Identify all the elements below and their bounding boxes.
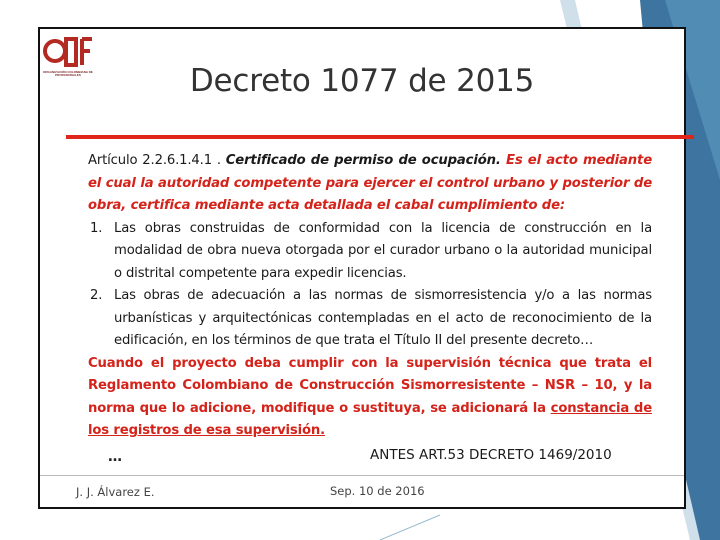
- list-item: [88, 218, 652, 286]
- footer-divider: [40, 475, 684, 476]
- closing-underlined-text: constancia de los registros de esa supervisión.: [88, 400, 652, 438]
- article-definition: Es el acto mediante el cual la autoridad competente para ejercer el control urbano y posterior de obra, certifica mediante acta detallada el cabal cumplimiento de:: [88, 153, 652, 213]
- slide-title: Decreto 1077 de 2015: [189, 63, 535, 99]
- ellipsis: …: [108, 449, 122, 465]
- list-item-text: Las obras de adecuación a las normas de sismorresistencia y/o a las normas urbanísticas y arquitectónicas contempladas en el acto de reconocimiento de la edificación, en los términos de que trata el Título II del presente decreto…: [114, 288, 652, 348]
- reference-note: ANTES ART.53 DECRETO 1469/2010: [370, 447, 612, 463]
- list-item-number: 2.: [90, 288, 103, 303]
- title-divider: [66, 135, 694, 139]
- list-item-number: 1.: [90, 220, 103, 236]
- article-number: Artículo 2.2.6.1.4.1 .: [88, 153, 226, 168]
- closing-text: Cuando el proyecto deba cumplir con la supervisión técnica que trata el Reglamento Colombiano de Construcción Sismorresistente – NSR – 10, y la norma que lo adicione, modifique o sustituya, se adicionará la: [88, 355, 652, 416]
- logo-subtitle: ORGANIZACIÓN COLOMBIANA DE PROFESIONALES: [43, 70, 93, 78]
- article-body: [88, 150, 652, 443]
- footer-author: J. J. Álvarez E.: [76, 485, 155, 499]
- closing-paragraph: [88, 353, 652, 443]
- slide-frame: [38, 27, 686, 509]
- article-heading: Certificado de permiso de ocupación.: [225, 153, 501, 168]
- footer-date: Sep. 10 de 2016: [330, 484, 425, 498]
- list-item-text: Las obras construidas de conformidad con la licencia de construcción en la modalidad de obra nueva otorgada por el curador urbano o la autoridad municipal o distrital competente para expedir licencias.: [114, 220, 652, 281]
- article-paragraph: [88, 150, 652, 218]
- list-item: [88, 285, 652, 353]
